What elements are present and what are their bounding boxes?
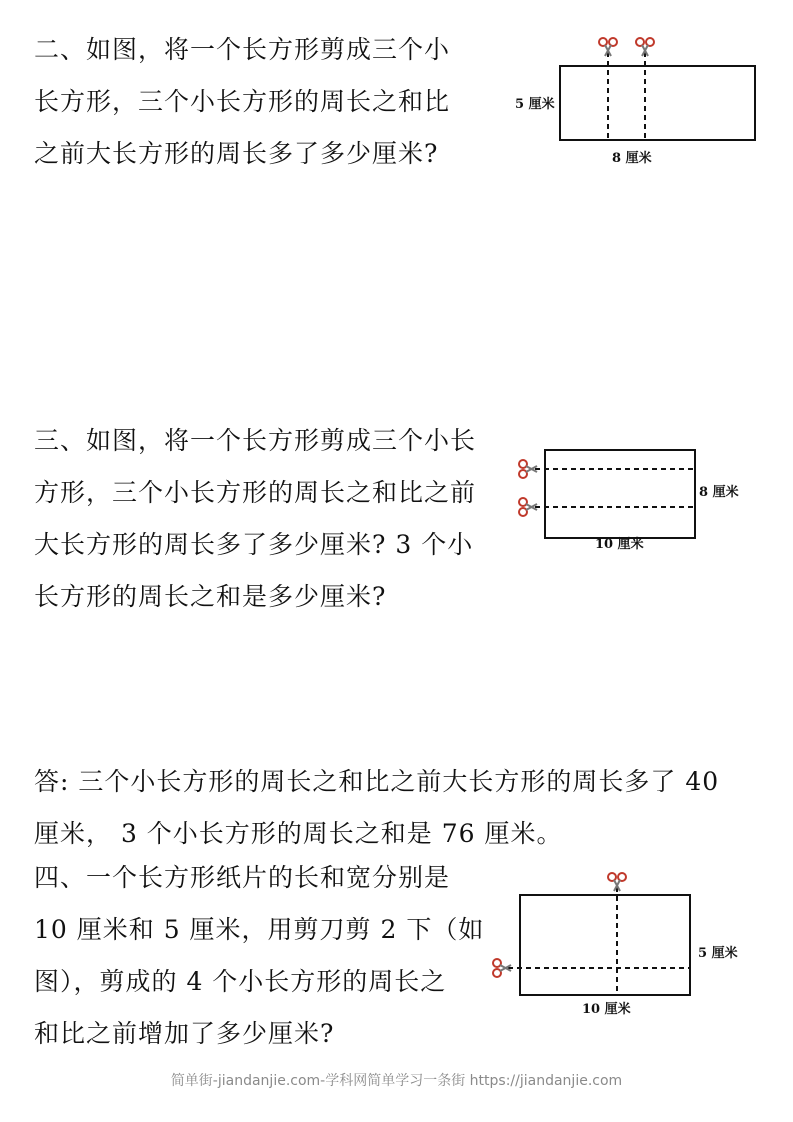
height-label: 5 厘米 xyxy=(698,946,738,961)
question-4-line-3: 图），剪成的 4 个小长方形的周长之 xyxy=(34,967,447,996)
width-label: 8 厘米 xyxy=(612,151,652,166)
question-3-line-4: 长方形的周长之和是多少厘米? xyxy=(34,582,387,611)
question-4-line-2: 10 厘米和 5 厘米，用剪刀剪 2 下（如 xyxy=(34,915,485,944)
answer-text xyxy=(34,756,719,860)
scissors-icon xyxy=(519,498,537,516)
scissors-icon xyxy=(519,460,537,478)
question-2-text xyxy=(34,24,450,180)
question-4-figure xyxy=(490,865,770,1025)
big-rectangle xyxy=(545,450,695,538)
height-label: 8 厘米 xyxy=(699,485,739,500)
height-label: 5 厘米 xyxy=(515,97,555,112)
question-4-text xyxy=(34,852,484,1060)
question-4-line-4: 和比之前增加了多少厘米? xyxy=(34,1019,335,1048)
big-rectangle xyxy=(560,66,755,140)
footer-watermark: 简单街-jiandanjie.com-学科网简单学习一条街 https://jiandanjie.com xyxy=(170,1073,623,1089)
question-2-line-2: 长方形，三个小长方形的周长之和比 xyxy=(34,87,451,116)
question-4-line-1: 四、一个长方形纸片的长和宽分别是 xyxy=(34,863,451,892)
question-3-text xyxy=(34,415,476,623)
answer-line-1: 答: 三个小长方形的周长之和比之前大长方形的周长多了 40 xyxy=(34,767,720,796)
question-2-line-3: 之前大长方形的周长多了多少厘米? xyxy=(34,139,439,168)
question-2-line-1: 二、如图，将一个长方形剪成三个小 xyxy=(34,35,451,64)
question-3-figure xyxy=(515,440,775,560)
big-rectangle xyxy=(520,895,690,995)
question-3-line-1: 三、如图，将一个长方形剪成三个小长 xyxy=(34,426,477,455)
width-label: 10 厘米 xyxy=(595,537,644,552)
question-3-line-2: 方形，三个小长方形的周长之和比之前 xyxy=(34,478,477,507)
question-3-line-3: 大长方形的周长多了多少厘米? 3 个小 xyxy=(34,530,474,559)
question-2-figure xyxy=(505,34,765,174)
width-label: 10 厘米 xyxy=(582,1002,631,1017)
answer-line-2: 厘米， 3 个小长方形的周长之和是 76 厘米。 xyxy=(34,819,563,848)
